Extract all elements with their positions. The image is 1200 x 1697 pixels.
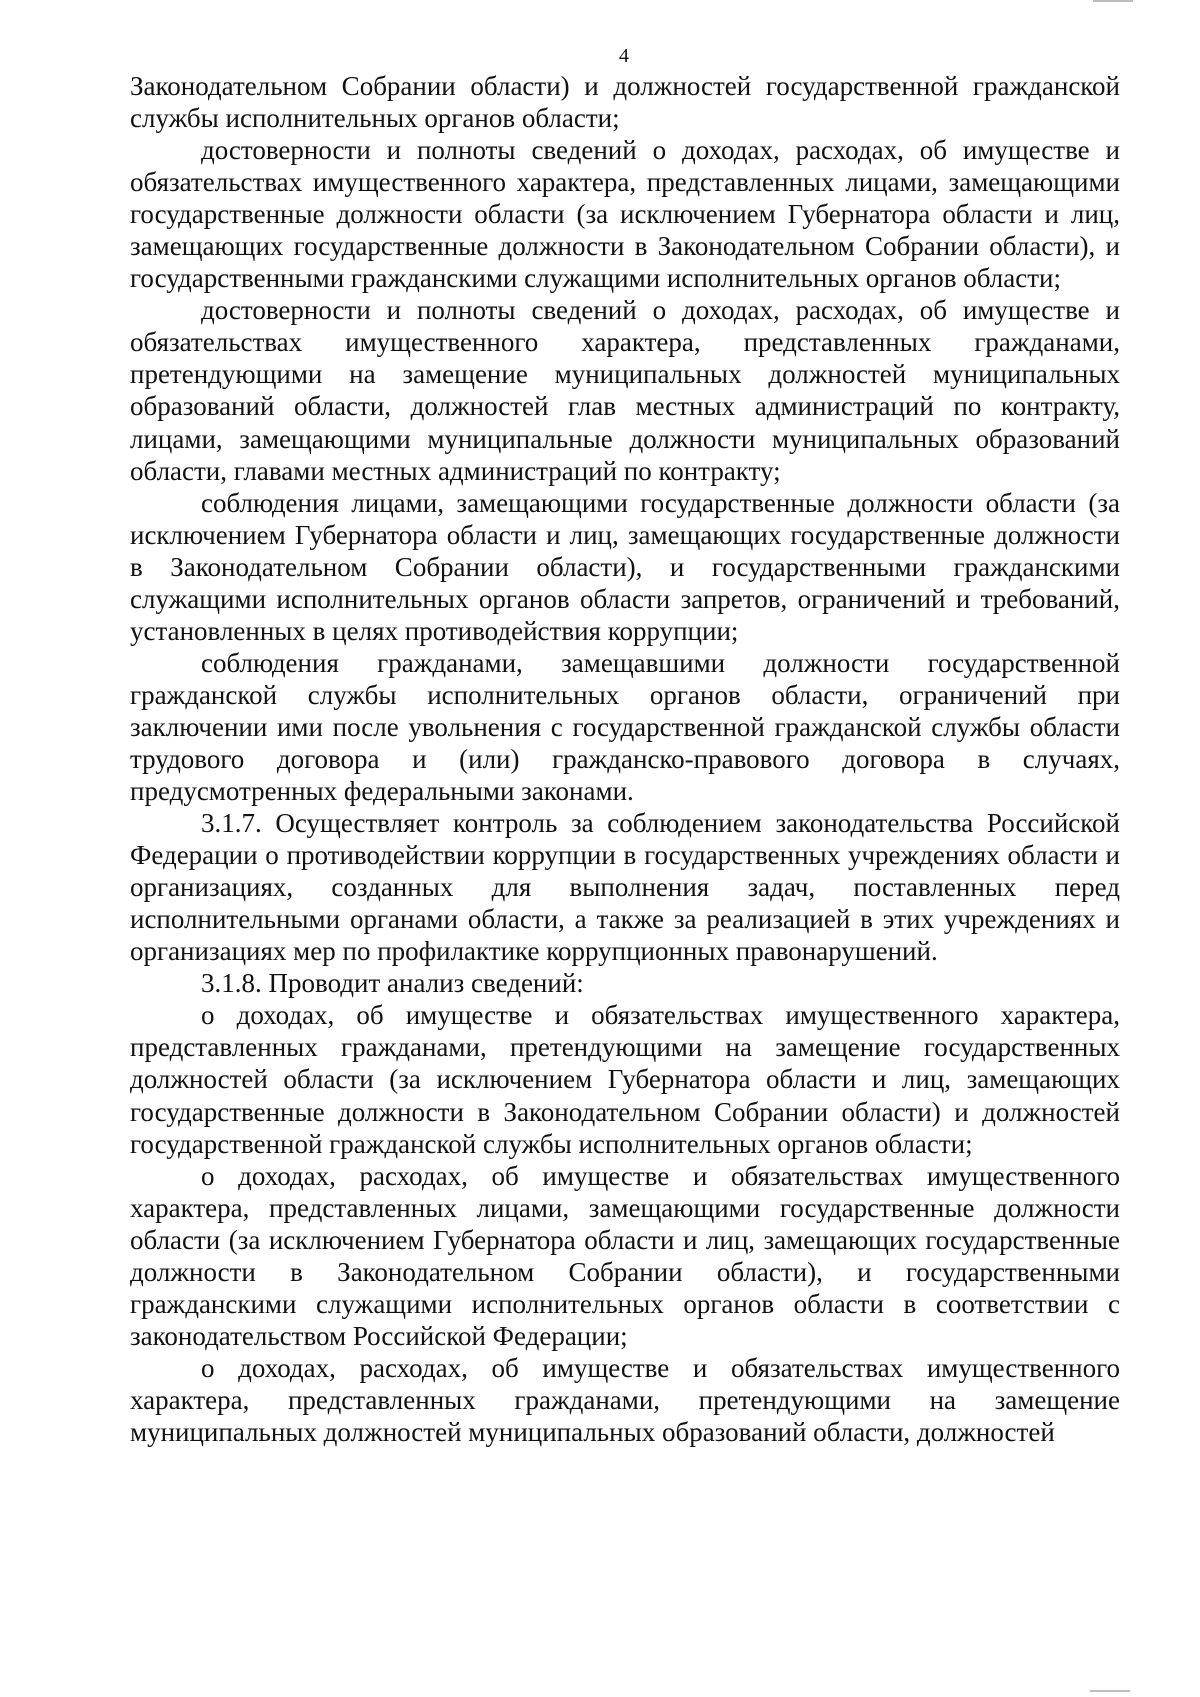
scan-artifact — [1090, 1690, 1130, 1692]
paragraph: о доходах, расходах, об имуществе и обязательствах имущественного характера, представленных гражданами, претендующими на замещение муниципальных должностей муниципальных образований области, должностей — [130, 1352, 1120, 1447]
document-body — [130, 70, 1120, 1448]
paragraph: достоверности и полноты сведений о доходах, расходах, об имуществе и обязательствах имущественного характера, представленных гражданами, претендующими на замещение муниципальных должностей муниципальных образований области, должностей глав местных администраций по контракту, лицами, замещающими муниципальные должности муниципальных образований области, главами местных администраций по контракту; — [130, 295, 1120, 486]
paragraph: соблюдения лицами, замещающими государственные должности области (за исключением Губернатора области и лиц, замещающих государственные должности в Законодательном Собрании области), и государственными гражданскими служащими исполнительных органов области запретов, ограничений и требований, установленных в целях противодействия коррупции; — [130, 487, 1120, 646]
scan-artifact — [1093, 0, 1133, 2]
page-number: 4 — [619, 45, 629, 67]
paragraph: достоверности и полноты сведений о доходах, расходах, об имуществе и обязательствах имущественного характера, представленных лицами, замещающими государственные должности области (за исключением Губернатора области и лиц, замещающих государственные должности в Законодательном Собрании области), и государственными гражданскими служащими исполнительных органов области; — [130, 135, 1120, 294]
paragraph: о доходах, расходах, об имуществе и обязательствах имущественного характера, представленных лицами, замещающими государственные должности области (за исключением Губернатора области и лиц, замещающих государственные должности в Законодательном Собрании области), и государственными гражданскими служащими исполнительных органов области в соответствии с законодательством Российской Федерации; — [130, 1160, 1120, 1351]
paragraph: 3.1.8. Проводит анализ сведений: — [201, 968, 584, 999]
paragraph: Законодательном Собрании области) и должностей государственной гражданской службы исполнительных органов области; — [130, 71, 1120, 134]
paragraph: 3.1.7. Осуществляет контроль за соблюдением законодательства Российской Федерации о противодействии коррупции в государственных учреждениях области и организациях, созданных для выполнения задач, поставленных перед исполнительными органами области, а также за реализацией в этих учреждениях и организациях мер по профилактике коррупционных правонарушений. — [130, 808, 1120, 967]
paragraph: о доходах, об имуществе и обязательствах имущественного характера, представленных гражданами, претендующими на замещение государственных должностей области (за исключением Губернатора области и лиц, замещающих государственные должности в Законодательном Собрании области) и должностей государственной гражданской службы исполнительных органов области; — [130, 1000, 1120, 1159]
paragraph: соблюдения гражданами, замещавшими должности государственной гражданской службы исполнительных органов области, ограничений при заключении ими после увольнения с государственной гражданской службы области трудового договора и (или) гражданско-правового договора в случаях, предусмотренных федеральными законами. — [130, 647, 1120, 807]
